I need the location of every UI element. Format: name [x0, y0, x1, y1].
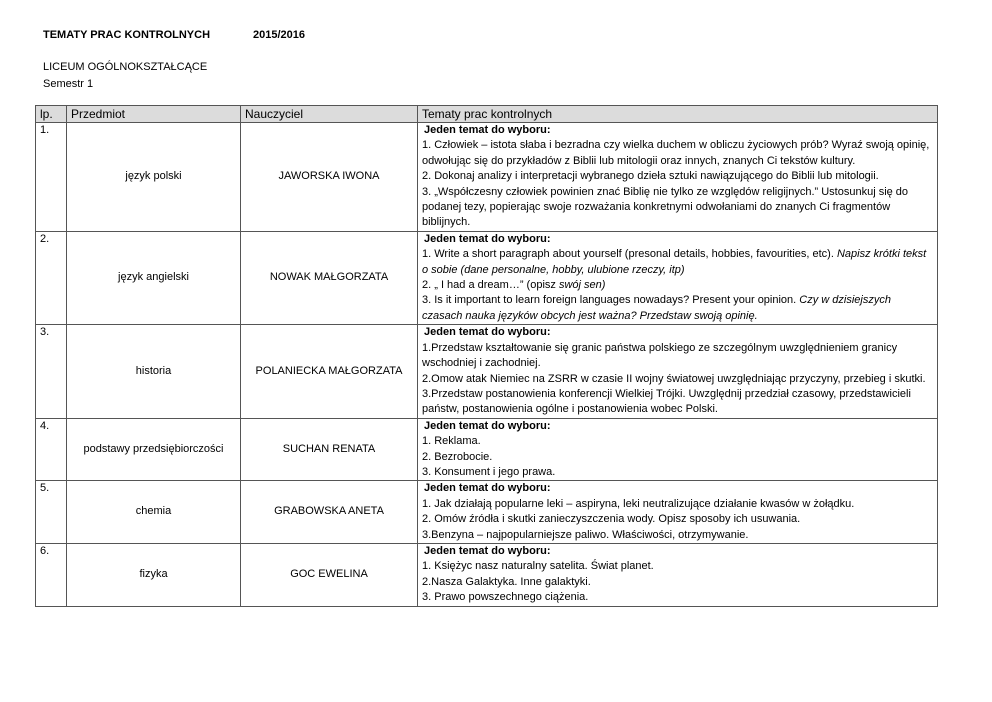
table-row: [36, 231, 938, 324]
semester-label: Semestr 1: [43, 78, 94, 90]
topic-translation: swój sen: [558, 279, 602, 292]
table-row: [36, 481, 938, 544]
topic-item: 1. Reklama.: [422, 435, 481, 448]
topics-cell: [418, 418, 938, 481]
teacher-cell: NOWAK MAŁGORZATA: [241, 231, 418, 324]
teacher-cell: SUCHAN RENATA: [241, 418, 418, 481]
topic-item: [422, 247, 933, 278]
subject-cell: język angielski: [67, 231, 241, 324]
topic-item: 3.Benzyna – najpopularniejsze paliwo. Właściwości, otrzymywanie.: [422, 528, 749, 541]
topic-item: 2.Nasza Galaktyka. Inne galaktyki.: [422, 575, 591, 588]
topic-item: [422, 278, 933, 293]
choose-label: Jeden temat do wyboru:: [424, 482, 551, 495]
topics-cell: [418, 123, 938, 232]
row-number: 6.: [36, 543, 67, 606]
topic-item: 2. Dokonaj analizy i interpretacji wybranego dzieła sztuki nawiązującego do Biblii lub mitologii.: [422, 170, 879, 183]
topic-text: 3. Is it important to learn foreign languages nowadays? Present your opinion.: [422, 294, 800, 307]
topics-cell: [418, 325, 938, 418]
choose-label: Jeden temat do wyboru:: [424, 544, 551, 557]
topic-item: [422, 293, 933, 324]
choose-label: Jeden temat do wyboru:: [424, 232, 551, 245]
topic-item: 3. „Współczesny człowiek powinien znać Biblię nie tylko ze względów religijnych.” Ustosunkuj się do podanej tezy, popierając swoje rozważania konkretnymi odwołaniami do znanych Ci fragmentów biblijnych.: [422, 185, 909, 229]
teacher-cell: GRABOWSKA ANETA: [241, 481, 418, 544]
row-number: 5.: [36, 481, 67, 544]
topic-item: 2.Omow atak Niemiec na ZSRR w czasie II wojny światowej uwzględniając przyczyny, przebieg i skutki.: [422, 372, 926, 385]
school-year: 2015/2016: [253, 29, 305, 41]
subject-cell: podstawy przedsiębiorczości: [67, 418, 241, 481]
row-number: 4.: [36, 418, 67, 481]
subject-cell: historia: [67, 325, 241, 418]
teacher-cell: POLANIECKA MAŁGORZATA: [241, 325, 418, 418]
table-row: [36, 543, 938, 606]
topic-item: 2. Omów źródła i skutki zanieczyszczenia wody. Opisz sposoby ich usuwania.: [422, 513, 801, 526]
table-row: [36, 325, 938, 418]
topic-item: 3. Konsument i jego prawa.: [422, 465, 556, 478]
choose-label: Jeden temat do wyboru:: [424, 326, 551, 339]
teacher-cell: GOC EWELINA: [241, 543, 418, 606]
topic-item: 1. Człowiek – istota słaba i bezradna czy wielka duchem w obliczu życiowych prób? Wyraź swoją opinię, odwołując się do przykładów z Biblii lub mitologii oraz innych, znanych Ci tekstów kultury.: [422, 139, 930, 167]
header-subject: Przedmiot: [67, 106, 241, 123]
topic-text: 1. Write a short paragraph about yourself (presonal details, hobbies, favourities, etc).: [422, 248, 837, 261]
row-number: 2.: [36, 231, 67, 324]
school-name: LICEUM OGÓLNOKSZTAŁCĄCE: [43, 61, 208, 73]
header-teacher: Nauczyciel: [241, 106, 418, 123]
choose-label: Jeden temat do wyboru:: [424, 419, 551, 432]
topic-item: 2. Bezrobocie.: [422, 450, 493, 463]
topic-item: 1. Księżyc nasz naturalny satelita. Świat planet.: [422, 560, 654, 573]
document-title: [43, 28, 305, 43]
topic-item: 1.Przedstaw kształtowanie się granic państwa polskiego ze szczególnym uwzględnieniem granicy wschodniej i zachodniej.: [422, 341, 898, 370]
topic-translation: Czy w dzisiejszych czasach nauka języków obcych jest ważna? Przedstaw swoją opinię.: [422, 294, 891, 322]
subject-cell: fizyka: [67, 543, 241, 606]
topics-table: [35, 105, 938, 607]
topic-item: 1. Jak działają popularne leki – aspiryna, leki neutralizujące działanie kwasów w żołądku.: [422, 497, 855, 510]
topic-tail: ): [601, 279, 606, 292]
teacher-cell: JAWORSKA IWONA: [241, 123, 418, 232]
subject-cell: chemia: [67, 481, 241, 544]
topics-cell: [418, 481, 938, 544]
topic-item: 3.Przedstaw postanowienia konferencji Wielkiej Trójki. Uwzględnij przedział czasowy, przedstawicieli państw, postanowienia ogólne i postanowienia wobec Polski.: [422, 387, 911, 416]
table-row: [36, 123, 938, 232]
header-topics: Tematy prac kontrolnych: [418, 106, 938, 123]
header-lp: lp.: [36, 106, 67, 123]
title-text: TEMATY PRAC KONTROLNYCH: [43, 29, 211, 41]
topics-cell: [418, 543, 938, 606]
topic-text: 2. „ I had a dream…” (opisz: [422, 279, 559, 292]
topic-translation: Napisz krótki tekst o sobie (dane personalne, hobby, ulubione rzeczy, itp): [422, 248, 927, 276]
table-row: [36, 418, 938, 481]
topics-cell: [418, 231, 938, 324]
choose-label: Jeden temat do wyboru:: [424, 124, 551, 136]
row-number: 3.: [36, 325, 67, 418]
subject-cell: język polski: [67, 123, 241, 232]
table-header-row: [36, 106, 938, 123]
topic-item: 3. Prawo powszechnego ciążenia.: [422, 591, 589, 604]
row-number: 1.: [36, 123, 67, 232]
